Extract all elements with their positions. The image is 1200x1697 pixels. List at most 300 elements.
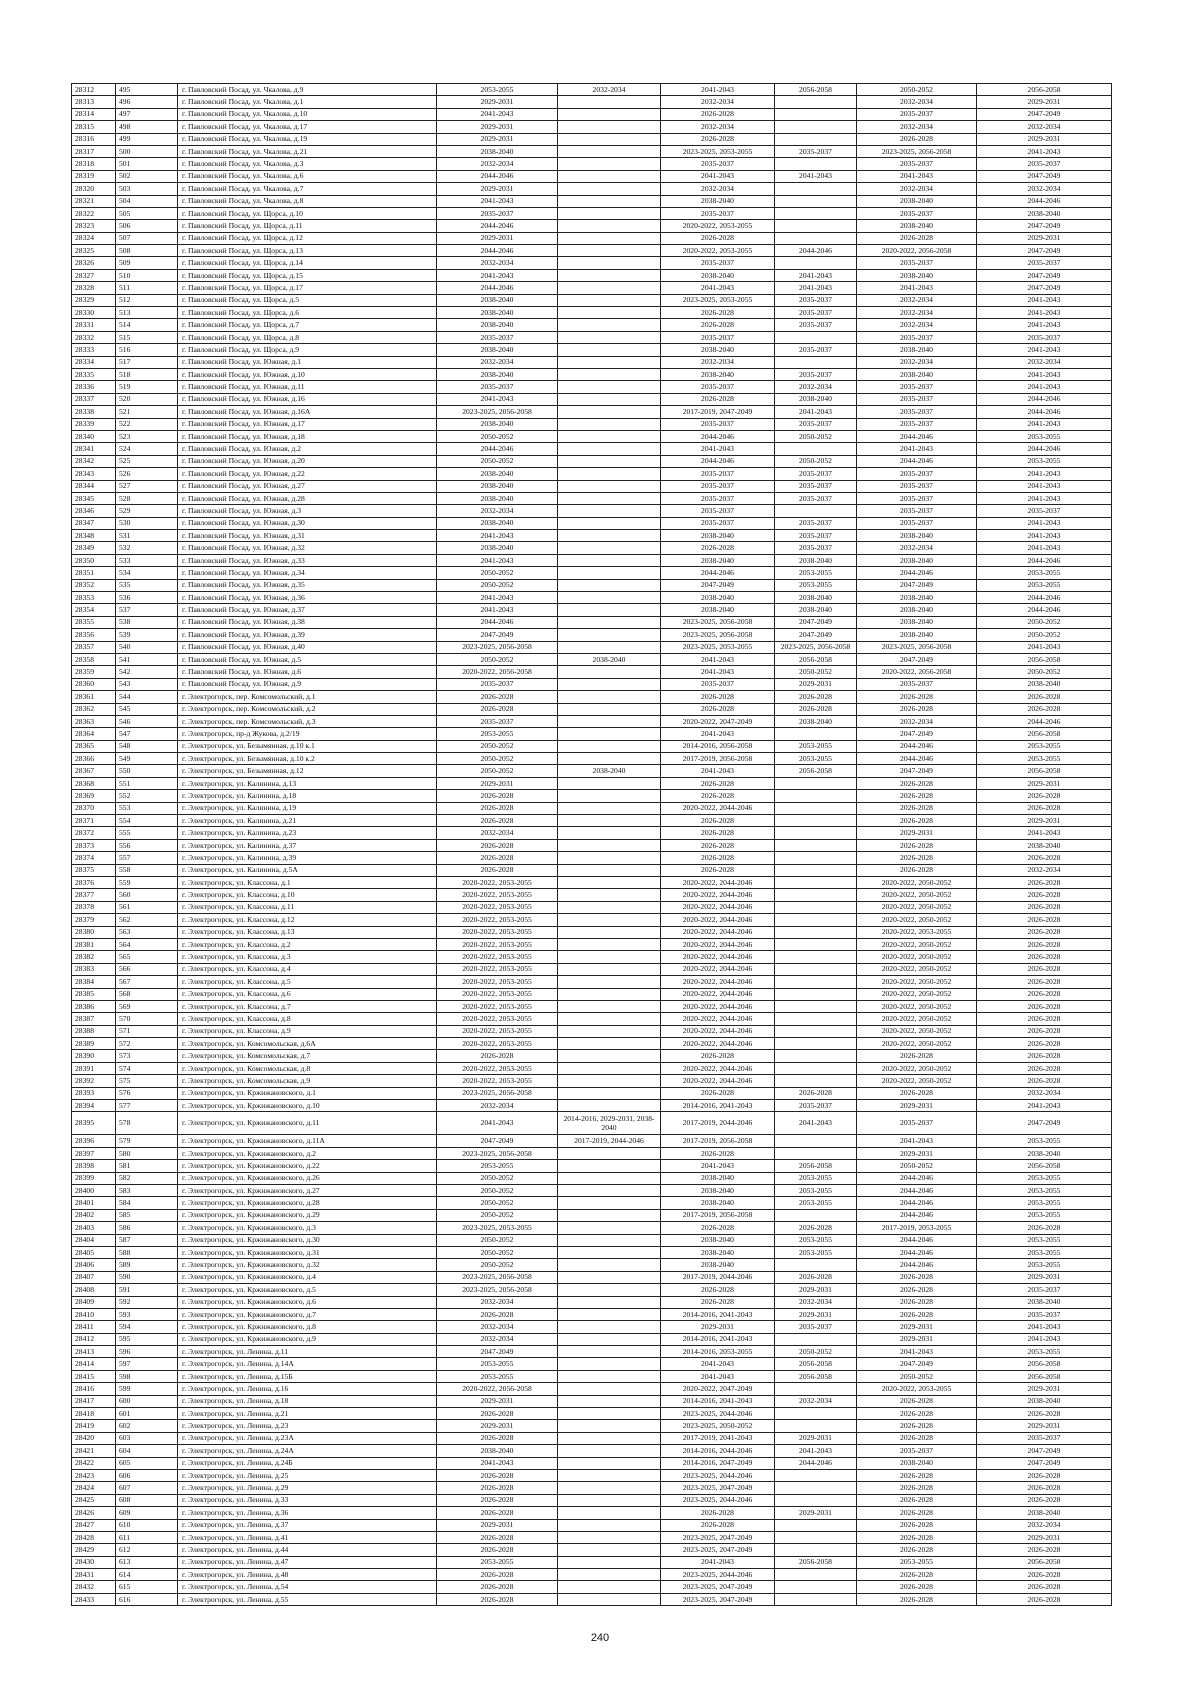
table-cell: 597 <box>116 1358 178 1370</box>
table-cell: 518 <box>116 368 178 380</box>
table-cell <box>558 1284 661 1296</box>
table-cell: 2035-2037 <box>775 307 857 319</box>
table-cell <box>558 777 661 789</box>
table-cell: 2026-2028 <box>857 1296 977 1308</box>
table-cell: г. Электрогорск, ул. Классона, д.7 <box>178 1000 437 1012</box>
table-row <box>72 1000 1112 1012</box>
table-cell: 2041-2043 <box>977 641 1112 653</box>
table-cell: 2026-2028 <box>977 1408 1112 1420</box>
table-cell: 2029-2031 <box>437 777 558 789</box>
table-row <box>72 1296 1112 1308</box>
table-cell: 2041-2043 <box>437 592 558 604</box>
table-cell <box>775 839 857 851</box>
table-cell: 28347 <box>72 517 116 529</box>
table-cell <box>558 381 661 393</box>
table-cell: 2023-2025, 2056-2058 <box>437 406 558 418</box>
table-cell: 2038-2040 <box>558 653 661 665</box>
table-cell: г. Электрогорск, ул. Калинина, д.13 <box>178 777 437 789</box>
table-cell: 2026-2028 <box>661 815 775 827</box>
table-cell: г. Электрогорск, ул. Ленина, д.33 <box>178 1494 437 1506</box>
table-cell: г. Павловский Посад, ул. Южная, д.11 <box>178 381 437 393</box>
table-cell: г. Электрогорск, ул. Кржижановского, д.5 <box>178 1284 437 1296</box>
table-cell: 569 <box>116 1000 178 1012</box>
table-cell: 2026-2028 <box>977 1593 1112 1605</box>
table-cell: 2029-2031 <box>775 1284 857 1296</box>
table-cell <box>558 1544 661 1556</box>
table-row <box>72 530 1112 542</box>
table-cell: г. Павловский Посад, ул. Южная, д.32 <box>178 542 437 554</box>
table-cell: г. Павловский Посад, ул. Чкалова, д.6 <box>178 170 437 182</box>
table-cell <box>558 517 661 529</box>
table-cell <box>558 839 661 851</box>
table-cell: 2026-2028 <box>775 1087 857 1099</box>
table-cell: 2041-2043 <box>661 443 775 455</box>
table-row <box>72 1544 1112 1556</box>
table-cell: 2038-2040 <box>661 269 775 281</box>
table-cell <box>775 1000 857 1012</box>
table-cell: 2026-2028 <box>857 1408 977 1420</box>
table-cell <box>558 703 661 715</box>
table-cell: 2041-2043 <box>977 344 1112 356</box>
table-cell: 528 <box>116 492 178 504</box>
table-cell: 2020-2022, 2056-2058 <box>857 245 977 257</box>
table-cell <box>558 1494 661 1506</box>
table-cell: 573 <box>116 1050 178 1062</box>
table-row <box>72 592 1112 604</box>
table-cell: 2038-2040 <box>857 592 977 604</box>
table-cell: 2020-2022, 2053-2055 <box>437 976 558 988</box>
table-cell: 2035-2037 <box>661 678 775 690</box>
table-cell: 2056-2058 <box>775 765 857 777</box>
table-cell: 28349 <box>72 542 116 554</box>
table-cell: 2050-2052 <box>437 430 558 442</box>
table-cell: 574 <box>116 1062 178 1074</box>
table-cell: 28364 <box>72 728 116 740</box>
table-cell: 527 <box>116 480 178 492</box>
table-cell <box>775 1209 857 1221</box>
table-cell: 2050-2052 <box>775 430 857 442</box>
table-cell: 563 <box>116 926 178 938</box>
table-row <box>72 108 1112 120</box>
table-cell: 2026-2028 <box>857 1308 977 1320</box>
table-cell: 28365 <box>72 740 116 752</box>
table-cell <box>558 406 661 418</box>
table-cell: 2038-2040 <box>437 492 558 504</box>
table-cell: г. Электрогорск, ул. Кржижановского, д.27 <box>178 1184 437 1196</box>
table-cell: 2014-2016, 2029-2031, 2038-2040 <box>558 1112 661 1135</box>
table-cell: 2026-2028 <box>437 802 558 814</box>
table-cell: 2038-2040 <box>661 1184 775 1196</box>
table-cell: 2029-2031 <box>977 777 1112 789</box>
table-cell: 2047-2049 <box>857 1358 977 1370</box>
table-cell: 601 <box>116 1408 178 1420</box>
table-cell: 579 <box>116 1135 178 1147</box>
table-cell: 2026-2028 <box>437 839 558 851</box>
table-row <box>72 629 1112 641</box>
table-cell: 2020-2022, 2053-2055 <box>857 1383 977 1395</box>
table-cell <box>558 418 661 430</box>
table-cell: г. Павловский Посад, ул. Южная, д.6 <box>178 666 437 678</box>
table-cell: 2026-2028 <box>857 1544 977 1556</box>
table-cell: 2023-2025, 2047-2049 <box>661 1593 775 1605</box>
table-cell: 28327 <box>72 269 116 281</box>
table-cell: 2050-2052 <box>437 753 558 765</box>
table-row <box>72 691 1112 703</box>
table-cell: г. Электрогорск, ул. Ленина, д.48 <box>178 1569 437 1581</box>
table-cell: 2038-2040 <box>775 604 857 616</box>
table-cell <box>558 1172 661 1184</box>
table-cell: 520 <box>116 393 178 405</box>
table-row <box>72 1308 1112 1320</box>
table-cell: 2035-2037 <box>775 468 857 480</box>
table-cell: 2056-2058 <box>775 1358 857 1370</box>
table-cell: 2026-2028 <box>857 1494 977 1506</box>
table-cell: 28324 <box>72 232 116 244</box>
table-cell: 510 <box>116 269 178 281</box>
register-table <box>71 83 1112 1606</box>
table-cell: 2041-2043 <box>857 1346 977 1358</box>
table-cell: 2026-2028 <box>661 1050 775 1062</box>
table-cell: 28315 <box>72 121 116 133</box>
table-row <box>72 1135 1112 1147</box>
table-cell: 2020-2022, 2053-2055 <box>857 926 977 938</box>
table-cell: 585 <box>116 1209 178 1221</box>
table-cell: г. Электрогорск, ул. Кржижановского, д.28 <box>178 1197 437 1209</box>
table-cell <box>775 108 857 120</box>
table-cell: 2026-2028 <box>437 1593 558 1605</box>
table-cell: 505 <box>116 207 178 219</box>
table-cell: 2035-2037 <box>661 418 775 430</box>
table-cell: 2047-2049 <box>977 269 1112 281</box>
table-cell: 2029-2031 <box>977 1271 1112 1283</box>
table-cell: 498 <box>116 121 178 133</box>
table-cell: 2047-2049 <box>977 1445 1112 1457</box>
table-cell: 2038-2040 <box>437 344 558 356</box>
table-cell: 2032-2034 <box>661 183 775 195</box>
table-row <box>72 777 1112 789</box>
table-cell: 2053-2055 <box>437 1160 558 1172</box>
table-cell: г. Павловский Посад, ул. Южная, д.16 <box>178 393 437 405</box>
table-cell: 28346 <box>72 505 116 517</box>
table-cell: 28316 <box>72 133 116 145</box>
table-cell <box>558 1519 661 1531</box>
table-cell: 28361 <box>72 691 116 703</box>
table-cell: 2041-2043 <box>977 530 1112 542</box>
table-cell: 552 <box>116 790 178 802</box>
table-cell: 575 <box>116 1075 178 1087</box>
table-cell: 2038-2040 <box>437 294 558 306</box>
table-cell: 526 <box>116 468 178 480</box>
table-cell: 2053-2055 <box>977 1246 1112 1258</box>
table-cell: 2023-2025, 2047-2049 <box>661 1544 775 1556</box>
table-cell: 2029-2031 <box>977 1383 1112 1395</box>
table-cell <box>558 1420 661 1432</box>
table-cell <box>558 1457 661 1469</box>
table-cell <box>775 728 857 740</box>
table-row <box>72 976 1112 988</box>
table-row <box>72 430 1112 442</box>
table-row <box>72 678 1112 690</box>
table-cell: г. Павловский Посад, ул. Южная, д.31 <box>178 530 437 542</box>
table-row <box>72 96 1112 108</box>
table-row <box>72 839 1112 851</box>
table-cell: 2050-2052 <box>857 84 977 96</box>
table-cell: 496 <box>116 96 178 108</box>
table-row <box>72 492 1112 504</box>
table-cell: г. Электрогорск, ул. Кржижановского, д.2 <box>178 1147 437 1159</box>
table-cell: 588 <box>116 1246 178 1258</box>
table-cell: 28416 <box>72 1383 116 1395</box>
table-cell: 2038-2040 <box>437 418 558 430</box>
table-row <box>72 1013 1112 1025</box>
table-cell: 2050-2052 <box>437 1172 558 1184</box>
table-cell: 2041-2043 <box>437 108 558 120</box>
table-cell: 2029-2031 <box>437 133 558 145</box>
table-cell: 548 <box>116 740 178 752</box>
table-cell: 2020-2022, 2053-2055 <box>437 1000 558 1012</box>
table-cell: 539 <box>116 629 178 641</box>
table-cell: 544 <box>116 691 178 703</box>
table-cell: 2026-2028 <box>437 1408 558 1420</box>
table-cell: г. Павловский Посад, ул. Щорса, д.6 <box>178 307 437 319</box>
table-cell: 2032-2034 <box>857 121 977 133</box>
table-cell: 2041-2043 <box>437 1112 558 1135</box>
table-cell: 28380 <box>72 926 116 938</box>
table-cell: 506 <box>116 220 178 232</box>
table-cell: 521 <box>116 406 178 418</box>
table-cell: 2041-2043 <box>437 554 558 566</box>
table-cell: г. Павловский Посад, ул. Южная, д.35 <box>178 579 437 591</box>
table-cell <box>558 790 661 802</box>
table-cell: 2026-2028 <box>857 133 977 145</box>
table-cell <box>558 393 661 405</box>
table-cell: 2044-2046 <box>857 1234 977 1246</box>
table-cell: 2026-2028 <box>661 703 775 715</box>
table-cell: 2056-2058 <box>775 1556 857 1568</box>
table-cell <box>558 170 661 182</box>
table-cell: г. Электрогорск, ул. Безымянная, д.10 к.2 <box>178 753 437 765</box>
table-cell: 2026-2028 <box>977 703 1112 715</box>
table-row <box>72 443 1112 455</box>
table-cell: 28423 <box>72 1469 116 1481</box>
table-cell: 2032-2034 <box>977 1519 1112 1531</box>
table-cell: 2035-2037 <box>437 715 558 727</box>
table-cell: 28325 <box>72 245 116 257</box>
table-row <box>72 232 1112 244</box>
table-cell <box>558 108 661 120</box>
table-cell <box>558 629 661 641</box>
table-cell: 2032-2034 <box>437 505 558 517</box>
table-cell: 2047-2049 <box>977 170 1112 182</box>
table-cell: 2035-2037 <box>857 406 977 418</box>
table-cell: г. Электрогорск, ул. Калинина, д.37 <box>178 839 437 851</box>
table-cell: г. Электрогорск, ул. Ленина, д.23А <box>178 1432 437 1444</box>
table-cell: 2035-2037 <box>775 418 857 430</box>
table-cell: 2041-2043 <box>977 1321 1112 1333</box>
table-cell: 2035-2037 <box>857 393 977 405</box>
table-cell: г. Электрогорск, ул. Ленина, д.24Б <box>178 1457 437 1469</box>
table-cell: 531 <box>116 530 178 542</box>
table-cell: 28314 <box>72 108 116 120</box>
table-cell <box>558 1395 661 1407</box>
table-cell: 2044-2046 <box>977 443 1112 455</box>
table-cell: 28399 <box>72 1172 116 1184</box>
table-cell: 607 <box>116 1482 178 1494</box>
table-cell: 2035-2037 <box>775 1100 857 1112</box>
table-row <box>72 1395 1112 1407</box>
table-cell: 2038-2040 <box>977 1296 1112 1308</box>
table-cell <box>558 592 661 604</box>
table-cell: 2041-2043 <box>977 468 1112 480</box>
table-cell: г. Электрогорск, ул. Классона, д.11 <box>178 901 437 913</box>
table-row <box>72 1222 1112 1234</box>
table-cell: г. Электрогорск, ул. Ленина, д.41 <box>178 1531 437 1543</box>
table-cell: 554 <box>116 815 178 827</box>
table-cell: 2026-2028 <box>977 1075 1112 1087</box>
table-cell: 2038-2040 <box>977 839 1112 851</box>
table-cell <box>558 1370 661 1382</box>
table-cell: 2017-2019, 2056-2058 <box>661 1135 775 1147</box>
table-cell: г. Павловский Посад, ул. Южная, д.5 <box>178 653 437 665</box>
table-cell: 2017-2019, 2056-2058 <box>661 753 775 765</box>
table-cell: 2038-2040 <box>661 592 775 604</box>
table-cell <box>558 1445 661 1457</box>
table-cell <box>558 1469 661 1481</box>
table-cell: 589 <box>116 1259 178 1271</box>
table-cell: 2035-2037 <box>775 517 857 529</box>
table-cell: 2035-2037 <box>775 294 857 306</box>
table-cell: 28406 <box>72 1259 116 1271</box>
table-cell: 2050-2052 <box>857 1160 977 1172</box>
table-cell <box>558 1296 661 1308</box>
table-cell: 2035-2037 <box>977 1284 1112 1296</box>
table-cell: 2020-2022, 2053-2055 <box>437 926 558 938</box>
table-cell: 2044-2046 <box>857 1246 977 1258</box>
table-cell: 568 <box>116 988 178 1000</box>
table-cell: 2026-2028 <box>437 852 558 864</box>
table-row <box>72 121 1112 133</box>
table-cell: 606 <box>116 1469 178 1481</box>
table-cell <box>558 1197 661 1209</box>
table-cell: 2023-2025, 2047-2049 <box>661 1482 775 1494</box>
table-cell <box>558 1383 661 1395</box>
table-cell: 604 <box>116 1445 178 1457</box>
table-cell: 28427 <box>72 1519 116 1531</box>
table-row <box>72 1556 1112 1568</box>
table-cell: 2020-2022, 2053-2055 <box>437 1038 558 1050</box>
table-cell: 2026-2028 <box>977 1581 1112 1593</box>
table-row <box>72 257 1112 269</box>
table-cell: 2056-2058 <box>977 1160 1112 1172</box>
table-cell: г. Павловский Посад, ул. Южная, д.30 <box>178 517 437 529</box>
table-cell: 2041-2043 <box>775 282 857 294</box>
table-row <box>72 368 1112 380</box>
table-cell: 2038-2040 <box>661 530 775 542</box>
table-cell: 2023-2025, 2056-2058 <box>437 1271 558 1283</box>
table-cell: 525 <box>116 455 178 467</box>
table-cell <box>775 1383 857 1395</box>
table-cell <box>775 1569 857 1581</box>
table-cell: г. Электрогорск, ул. Калинина, д.19 <box>178 802 437 814</box>
table-cell: 28374 <box>72 852 116 864</box>
table-cell: 557 <box>116 852 178 864</box>
table-cell: 615 <box>116 1581 178 1593</box>
table-cell: 2020-2022, 2044-2046 <box>661 938 775 950</box>
table-cell: 2050-2052 <box>775 666 857 678</box>
table-cell: 2035-2037 <box>661 505 775 517</box>
table-cell: 2026-2028 <box>857 1581 977 1593</box>
table-cell: 28381 <box>72 938 116 950</box>
table-cell: 2047-2049 <box>857 765 977 777</box>
table-cell: 28410 <box>72 1308 116 1320</box>
table-cell: г. Электрогорск, ул. Классона, д.2 <box>178 938 437 950</box>
table-cell: 2041-2043 <box>977 368 1112 380</box>
table-cell: 2032-2034 <box>857 294 977 306</box>
table-cell: г. Электрогорск, ул. Безымянная, д.10 к.1 <box>178 740 437 752</box>
table-cell: 2038-2040 <box>437 319 558 331</box>
table-cell: 551 <box>116 777 178 789</box>
table-cell: 28382 <box>72 951 116 963</box>
table-cell: 2032-2034 <box>977 356 1112 368</box>
table-cell <box>558 183 661 195</box>
table-cell: 28367 <box>72 765 116 777</box>
table-cell: 2044-2046 <box>437 616 558 628</box>
table-cell: 2035-2037 <box>977 257 1112 269</box>
table-cell: 28345 <box>72 492 116 504</box>
table-cell: 2026-2028 <box>437 1494 558 1506</box>
table-cell: 2032-2034 <box>857 715 977 727</box>
table-cell <box>558 1160 661 1172</box>
table-cell: 2020-2022, 2050-2052 <box>857 988 977 1000</box>
table-cell: 567 <box>116 976 178 988</box>
table-cell: 2044-2046 <box>857 430 977 442</box>
table-cell: 2026-2028 <box>857 1569 977 1581</box>
table-cell: 2035-2037 <box>661 468 775 480</box>
table-cell: 583 <box>116 1184 178 1196</box>
table-cell <box>558 331 661 343</box>
table-cell: г. Павловский Посад, ул. Чкалова, д.19 <box>178 133 437 145</box>
table-cell: 2020-2022, 2053-2055 <box>437 1013 558 1025</box>
table-cell: 2026-2028 <box>661 691 775 703</box>
table-cell: 522 <box>116 418 178 430</box>
table-cell: 2041-2043 <box>661 84 775 96</box>
table-cell: г. Электрогорск, ул. Ленина, д.15Б <box>178 1370 437 1382</box>
table-cell: г. Павловский Посад, ул. Щорса, д.5 <box>178 294 437 306</box>
table-cell: 2017-2019, 2056-2058 <box>661 1209 775 1221</box>
table-cell: 537 <box>116 604 178 616</box>
table-cell <box>558 827 661 839</box>
table-row <box>72 381 1112 393</box>
table-cell: г. Электрогорск, ул. Ленина, д.54 <box>178 1581 437 1593</box>
table-cell: 28358 <box>72 653 116 665</box>
table-cell: 28369 <box>72 790 116 802</box>
table-cell: 541 <box>116 653 178 665</box>
table-cell: 2026-2028 <box>857 1519 977 1531</box>
table-cell: г. Электрогорск, ул. Калинина, д.23 <box>178 827 437 839</box>
table-cell: 2026-2028 <box>857 703 977 715</box>
table-cell: 2038-2040 <box>857 616 977 628</box>
table-cell: 2020-2022, 2044-2046 <box>661 976 775 988</box>
table-cell: 2020-2022, 2050-2052 <box>857 1038 977 1050</box>
table-cell: 2020-2022, 2044-2046 <box>661 951 775 963</box>
table-cell: 2056-2058 <box>775 1160 857 1172</box>
table-cell <box>775 852 857 864</box>
table-cell <box>558 282 661 294</box>
table-cell: г. Павловский Посад, ул. Щорса, д.17 <box>178 282 437 294</box>
table-cell: 2029-2031 <box>437 1420 558 1432</box>
table-cell: 28429 <box>72 1544 116 1556</box>
table-cell: 2041-2043 <box>977 827 1112 839</box>
